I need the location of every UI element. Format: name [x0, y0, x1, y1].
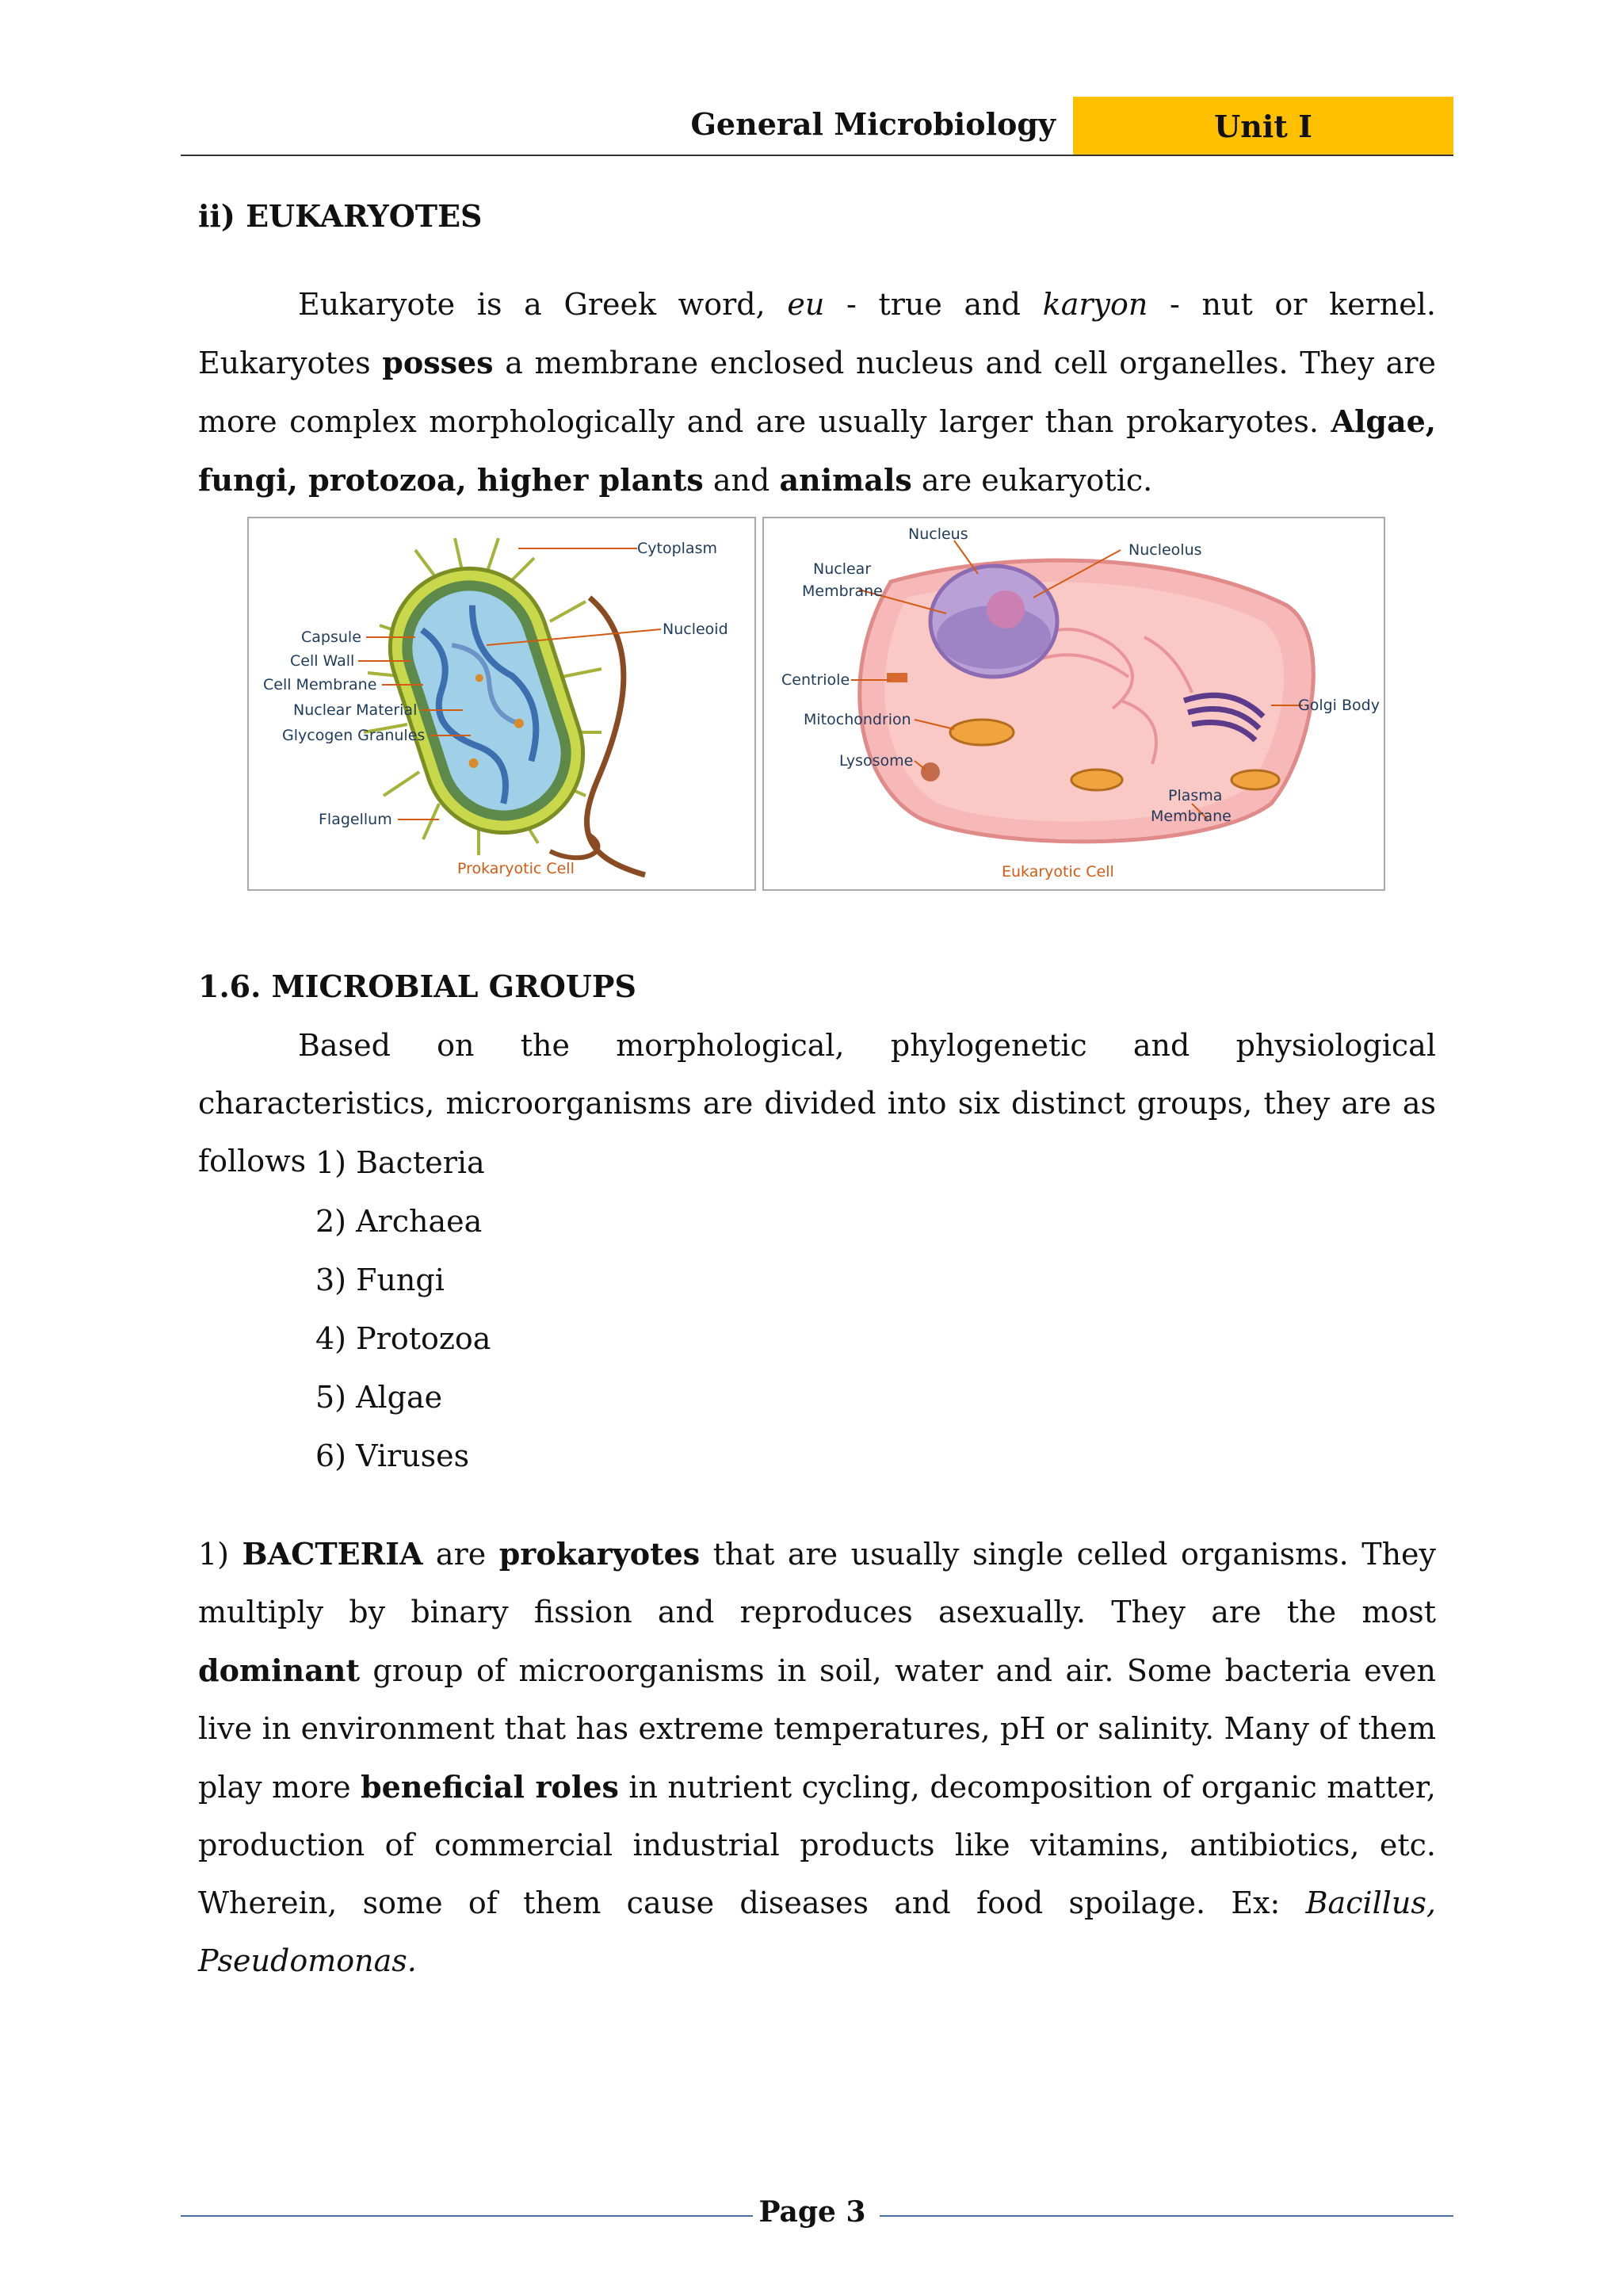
label-mitochondrion: Mitochondrion	[804, 711, 911, 728]
label-glycogen-granules: Glycogen Granules	[282, 727, 426, 744]
label-cell-membrane: Cell Membrane	[263, 676, 377, 693]
label-nucleus: Nucleus	[908, 525, 968, 543]
eukaryotes-paragraph: Eukaryote is a Greek word, eu - true and karyon - nut or kernel. Eukaryotes posses a membrane enclosed nucleus and cell organelles. They are more complex morphologically and are usually larger than prokaryotes. Algae, fungi, protozoa, higher plants and animals are eukaryotic.	[198, 287, 1436, 498]
label-cytoplasm: Cytoplasm	[637, 540, 717, 557]
label-centriole: Centriole	[781, 671, 850, 689]
label-capsule: Capsule	[301, 628, 361, 646]
list-item: 4) Protozoa	[315, 1321, 491, 1356]
list-item: 1) Bacteria	[315, 1145, 485, 1180]
label-flagellum: Flagellum	[319, 811, 392, 828]
eukaryotic-cell-figure	[762, 517, 1385, 891]
prokaryotic-cell-figure	[247, 517, 756, 891]
caption-prokaryotic-cell: Prokaryotic Cell	[457, 860, 575, 877]
page-number: Page 3	[758, 2195, 866, 2229]
footer-rule-right	[880, 2215, 1453, 2217]
label-nucleolus: Nucleolus	[1128, 541, 1202, 559]
header-subject: General Microbiology	[690, 106, 1056, 142]
microbial-groups-heading: 1.6. MICROBIAL GROUPS	[198, 968, 636, 1004]
label-plasma: Plasma	[1168, 787, 1223, 804]
label-nuclear-material: Nuclear Material	[293, 701, 418, 719]
eukaryotes-heading: ii) EUKARYOTES	[198, 198, 483, 234]
header-divider	[181, 155, 1453, 156]
label-golgi-body: Golgi Body	[1298, 697, 1380, 714]
caption-eukaryotic-cell: Eukaryotic Cell	[1002, 863, 1114, 881]
microbial-groups-intro: Based on the morphological, phylogenetic and physiological characteristics, microorganisms are divided into six distinct groups, they are as follows	[198, 1028, 1436, 1179]
page-header	[181, 97, 1453, 155]
label-cell-wall: Cell Wall	[290, 652, 355, 670]
label-lysosome: Lysosome	[839, 752, 914, 770]
bacteria-paragraph: 1) BACTERIA are prokaryotes that are usually single celled organisms. They multiply by binary fission and reproduces asexually. They are the most dominant group of microorganisms in soil, water and air. Some bacteria even live in environment that has extreme temperatures, pH or salinity. Many of them play more beneficial roles in nutrient cycling, decomposition of organic matter, production of commercial industrial products like vitamins, antibiotics, etc. Wherein, some of them cause diseases and food spoilage. Ex: Bacillus, Pseudomonas.	[198, 1536, 1437, 1978]
list-item: 5) Algae	[315, 1380, 443, 1415]
prokaryotic-cell-illustration	[249, 518, 754, 889]
label-nuclear-membrane: Membrane	[802, 583, 883, 600]
microbial-groups-list	[315, 1133, 491, 1485]
label-nuclear: Nuclear	[813, 560, 872, 578]
list-item: 2) Archaea	[315, 1204, 483, 1239]
eukaryotic-cell-illustration	[764, 518, 1384, 889]
label-nucleoid: Nucleoid	[663, 621, 728, 638]
list-item: 3) Fungi	[315, 1263, 445, 1297]
list-item: 6) Viruses	[315, 1438, 470, 1473]
label-plasma-membrane: Membrane	[1151, 808, 1232, 825]
footer-rule-left	[181, 2215, 753, 2217]
header-unit-badge: Unit I	[1073, 97, 1453, 155]
